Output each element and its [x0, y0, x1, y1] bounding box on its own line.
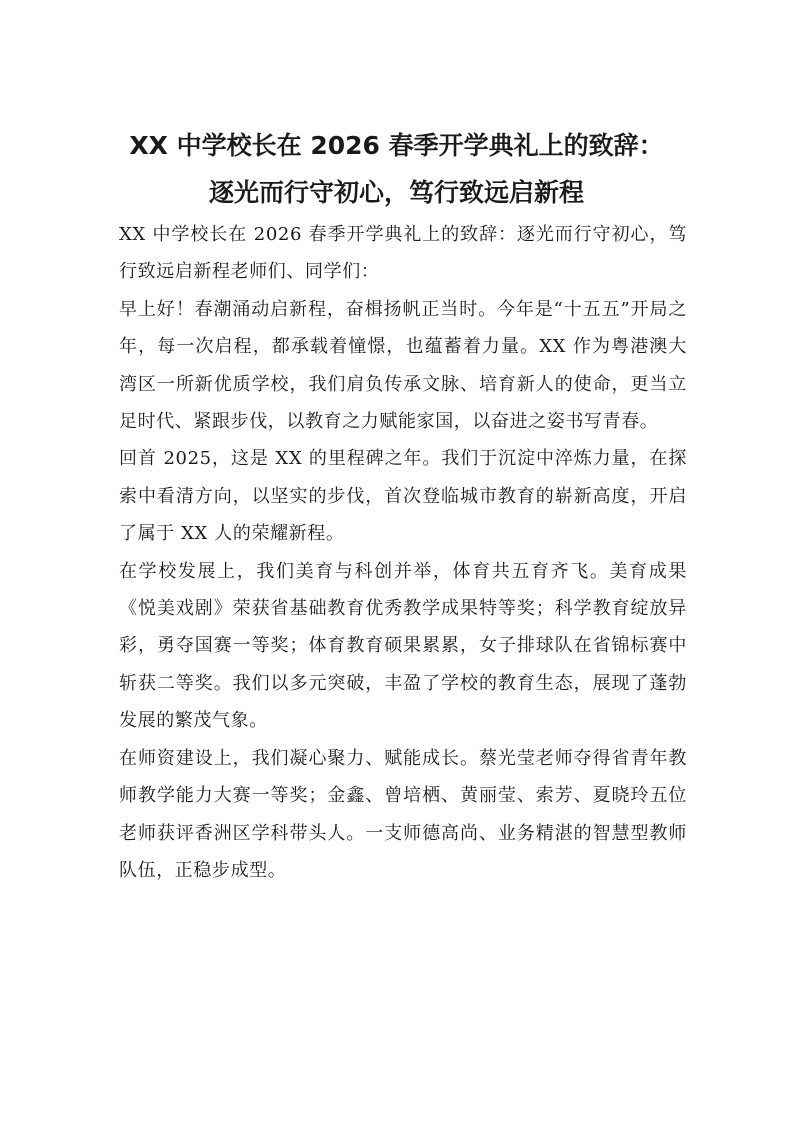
document-title-line-1: XX 中学校长在 2026 春季开学典礼上的致辞：	[129, 131, 664, 160]
paragraph-greeting: 早上好！春潮涌动启新程，奋楫扬帆正当时。今年是“十五五”开局之年，每一次启程，都承载着憧憬，也蕴蓄着力量。XX 作为粤港澳大湾区一所新优质学校，我们肩负传承文脉、培育新人的使命，更当立足时代、紧跟步伐，以教育之力赋能家国，以奋进之姿书写青春。	[119, 298, 687, 433]
paragraph-school-development: 在学校发展上，我们美育与科创并举，体育共五育齐飞。美育成果《悦美戏剧》荣获省基础教育优秀教学成果特等奖；科学教育绽放异彩，勇夺国赛一等奖；体育教育硕果累累，女子排球队在省锦标赛中斩获二等奖。我们以多元突破，丰盈了学校的教育生态，展现了蓬勃发展的繁茂气象。	[119, 560, 687, 732]
paragraph-teacher-development: 在师资建设上，我们凝心聚力、赋能成长。蔡光莹老师夺得省青年教师教学能力大赛一等奖；金鑫、曾培栖、黄丽莹、索芳、夏晓玲五位老师获评香洲区学科带头人。一支师德高尚、业务精湛的智慧型教师队伍，正稳步成型。	[119, 747, 687, 881]
paragraph-review-2025: 回首 2025，这是 XX 的里程碑之年。我们于沉淀中淬炼力量，在探索中看清方向，以坚实的步伐，首次登临城市教育的崭新高度，开启了属于 XX 人的荣耀新程。	[119, 448, 687, 545]
paragraph-intro: XX 中学校长在 2026 春季开学典礼上的致辞：逐光而行守初心，笃行致远启新程老师们、同学们：	[119, 224, 687, 283]
document-body	[119, 216, 687, 889]
document-title-line-2: 逐光而行守初心，笃行致远启新程	[208, 178, 584, 207]
